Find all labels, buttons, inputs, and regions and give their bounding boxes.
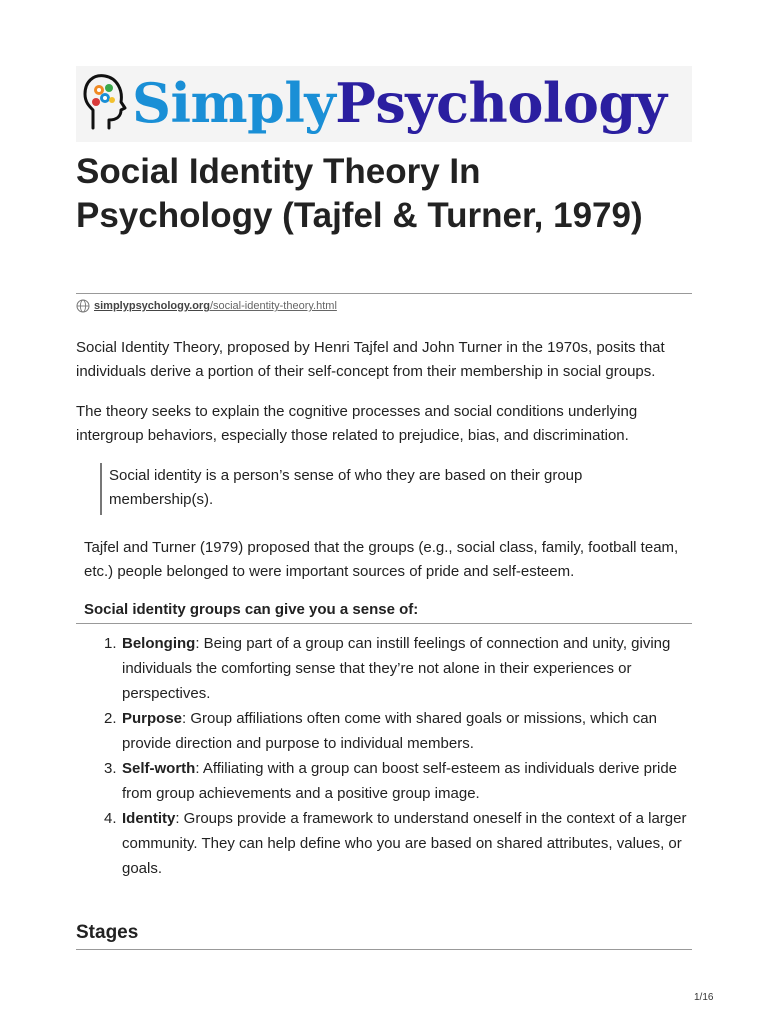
title-divider xyxy=(76,293,692,294)
list-term: Purpose xyxy=(122,710,183,727)
tajfel-turner-paragraph: Tajfel and Turner (1979) proposed that the groups (e.g., social class, family, football team, etc.) people belonged to were important sources of pride and self-esteem. xyxy=(84,539,679,580)
list-term: Identity xyxy=(122,810,176,827)
list-item xyxy=(100,706,695,756)
stages-heading: Stages xyxy=(76,922,139,943)
site-logo[interactable] xyxy=(76,66,692,142)
globe-icon xyxy=(76,299,90,313)
source-path[interactable]: /social-identity-theory.html xyxy=(209,300,337,312)
page-title: Social Identity Theory In Psychology (Tajfel & Turner, 1979) xyxy=(76,152,643,235)
list-text: : Being part of a group can instill feelings of connection and unity, giving individuals the comforting sense that they’re not alone in their experiences or perspectives. xyxy=(122,635,671,702)
head-with-gears-icon xyxy=(79,70,131,132)
wordmark-simply: Simply xyxy=(132,71,336,135)
list-text: : Group affiliations often come with shared goals or missions, which can provide direction and purpose to individual members. xyxy=(122,710,657,752)
list-number: 3. xyxy=(104,760,117,777)
subheading-divider xyxy=(76,623,692,624)
list-number: 2. xyxy=(104,710,117,727)
section-subheading: Social identity groups can give you a sense of: xyxy=(84,601,419,618)
blockquote-bar xyxy=(100,463,102,515)
stages-divider xyxy=(76,949,692,950)
list-term: Self-worth xyxy=(122,760,196,777)
source-link[interactable] xyxy=(76,297,337,315)
source-domain[interactable]: simplypsychology.org xyxy=(94,300,210,312)
theory-paragraph: The theory seeks to explain the cognitive processes and social conditions underlying intergroup behaviors, especially those related to prejudice, bias, and discrimination. xyxy=(76,403,638,444)
intro-paragraph: Social Identity Theory, proposed by Henri Tajfel and John Turner in the 1970s, posits that individuals derive a portion of their self-concept from their membership in social groups. xyxy=(76,339,665,380)
blockquote-text: Social identity is a person’s sense of who they are based on their group membership(s). xyxy=(109,467,583,508)
list-number: 1. xyxy=(104,635,117,652)
site-wordmark xyxy=(132,70,667,136)
list-term: Belonging xyxy=(122,635,196,652)
list-item xyxy=(100,756,695,806)
benefits-list xyxy=(100,631,695,881)
list-text: : Groups provide a framework to understand oneself in the context of a larger community. They can help define who you are based on shared attributes, values, or goals. xyxy=(122,810,687,877)
list-item xyxy=(100,806,695,881)
page-number: 1/16 xyxy=(694,992,714,1003)
list-item xyxy=(100,631,695,706)
list-number: 4. xyxy=(104,810,117,827)
wordmark-psychology: Psychology xyxy=(335,71,667,135)
list-text: : Affiliating with a group can boost self-esteem as individuals derive pride from group achievements and a positive group image. xyxy=(122,760,677,802)
